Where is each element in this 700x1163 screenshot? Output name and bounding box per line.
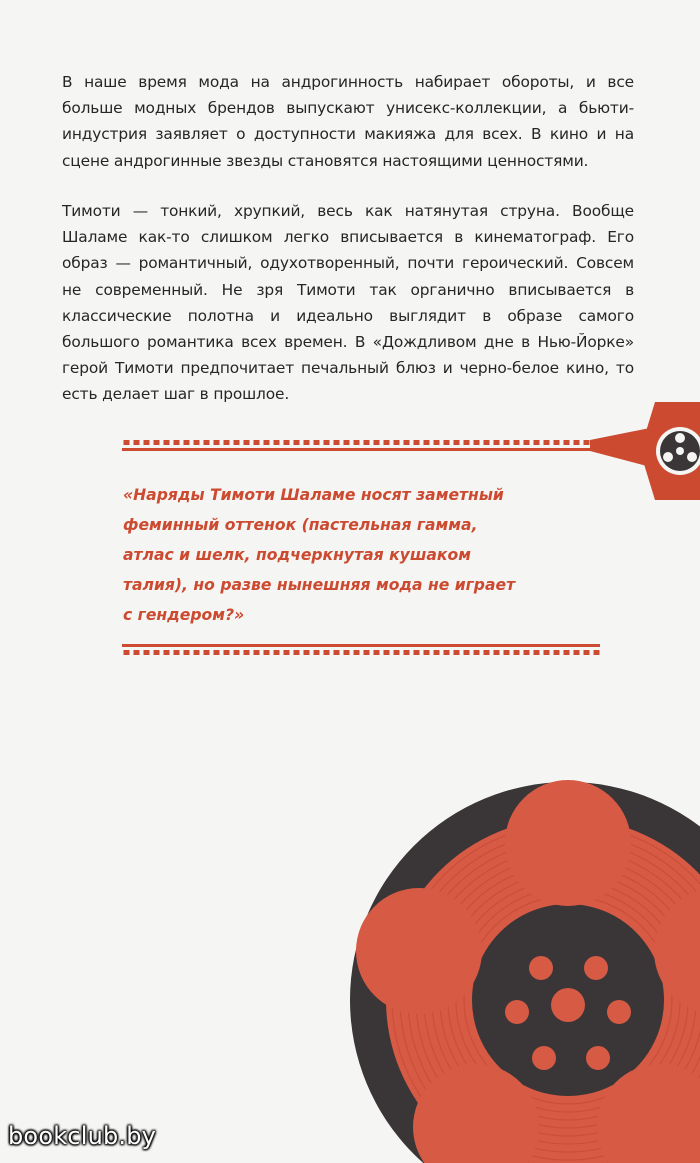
pull-quote [123,480,593,630]
paragraph-2: Тимоти — тонкий, хрупкий, весь как натянутая струна. Вообще Шаламе как-то слишком легко вписывается в кинематограф. Его образ — романтичный, одухотворенный, почти героический. Совсем не современный. Не зря Тимоти так органично вписывается в классические полотна и идеально выглядит в образе самого большого романтика всех времен. В «Дождливом дне в Нью-Йорке» герой Тимоти предпочитает печальный блюз и черно-белое кино, то есть делает шаг в прошлое. [62,202,634,404]
pull-quote-line: талия), но разве нынешняя мода не играет [123,576,516,594]
small-reel-icon [640,402,700,500]
film-reel-icon [350,780,700,1163]
film-strip-top-icon [122,418,700,480]
pull-quote-line: с гендером?» [123,606,245,624]
watermark: bookclub.by [8,1122,157,1150]
film-strip-bottom-icon [122,644,600,655]
pull-quote-line: феминный оттенок (пастельная гамма, [123,516,478,534]
pull-quote-line: атлас и шелк, подчеркнутая кушаком [123,546,471,564]
paragraph-1: В наше время мода на андрогинность набирает обороты, и все больше модных брендов выпускают унисекс-коллекции, а бьюти-индустрия заявляет о доступности макияжа для всех. В кино и на сцене андрогинные звезды становятся настоящими ценностями. [62,73,634,170]
pull-quote-line: «Наряды Тимоти Шаламе носят заметный [123,486,504,504]
